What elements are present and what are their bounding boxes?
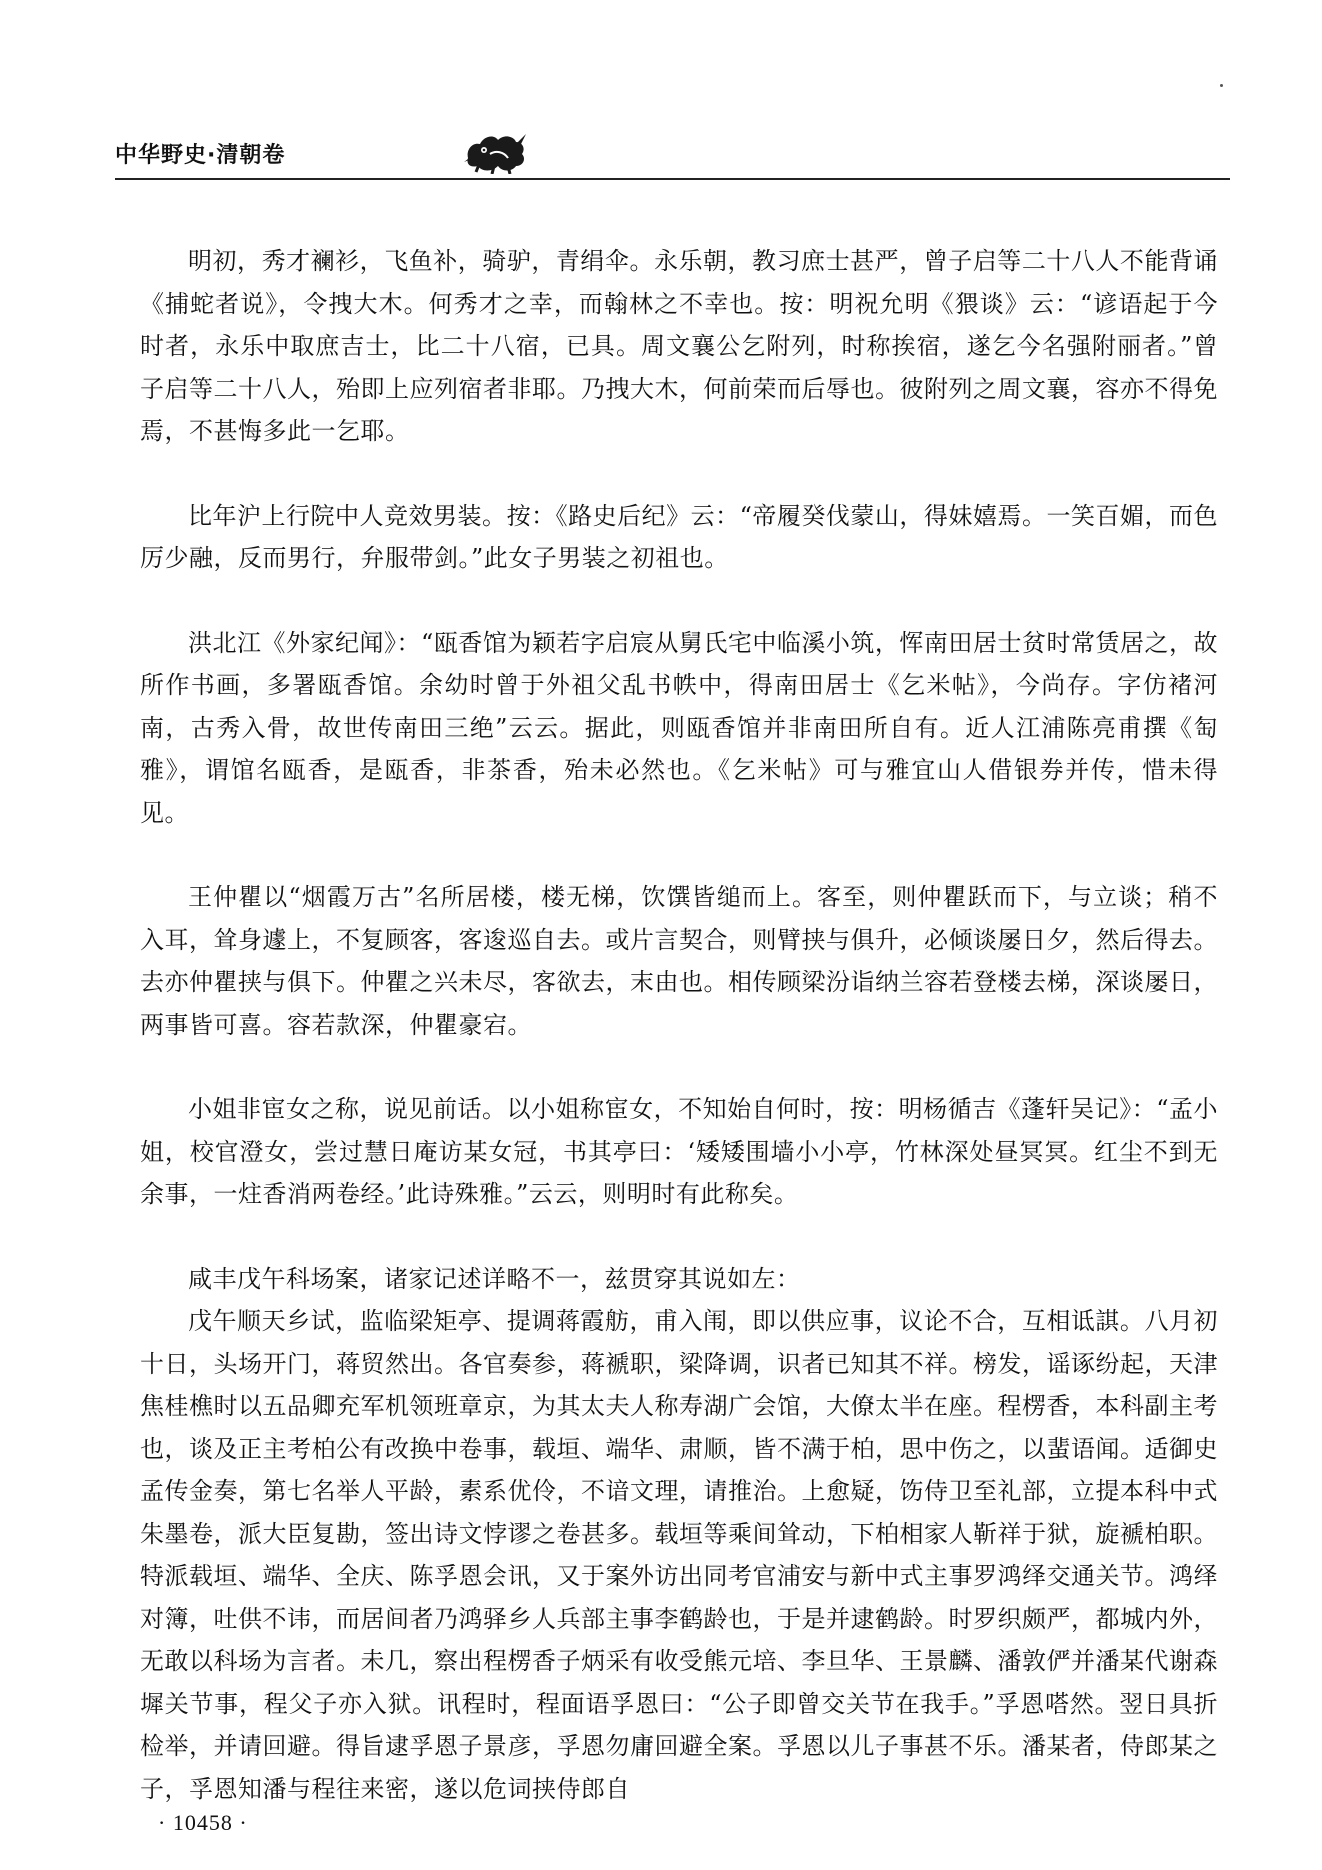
paragraph-ouxiang-guan: 洪北江《外家纪闻》：“瓯香馆为颖若字启宸从舅氏宅中临溪小筑，恽南田居士贫时常赁居之，故所作书画，多署瓯香馆。余幼时曾于外祖父乱书帙中，得南田居士《乞米帖》，今尚存。字仿褚河南，古秀入骨，故世传南田三绝”云云。据此，则瓯香馆并非南田所自有。近人江浦陈亮甫撰《匋雅》，谓馆名瓯香，是瓯香，非茶香，殆未必然也。《乞米帖》可与雅宜山人借银券并传，惜未得见。 [140, 628, 1218, 827]
page-body [140, 240, 1218, 1810]
book-title: 中华野史·清朝卷 [115, 143, 286, 168]
paragraph-wang-zhongqu: 王仲瞿以“烟霞万古”名所居楼，楼无梯，饮馔皆缒而上。客至，则仲瞿跃而下，与立谈；稍不入耳，耸身遽上，不复顾客，客逡巡自去。或片言契合，则臂挟与俱升，必倾谈屡日夕，然后得去。去亦仲瞿挟与俱下。仲瞿之兴未尽，客欲去，末由也。相传顾梁汾诣纳兰容若登楼去梯，深谈屡日，两事皆可喜。容若款深，仲瞿豪宕。 [140, 883, 1218, 1039]
scan-speck [1220, 84, 1223, 87]
paragraph-xiucai: 明初，秀才襕衫，飞鱼补，骑驴，青绢伞。永乐朝，教习庶士甚严，曾子启等二十八人不能背诵《捕蛇者说》，令拽大木。何秀才之幸，而翰林之不幸也。按：明祝允明《猥谈》云：“谚语起于今时者，永乐中取庶吉士，比二十八宿，已具。周文襄公乞附列，时称挨宿，遂乞今名强附丽者。”曾子启等二十八人，殆即上应列宿者非耶。乃拽大木，何前荣而后辱也。彼附列之周文襄，容亦不得免焉，不甚悔多此一乞耶。 [140, 247, 1218, 445]
header-rule [115, 178, 1230, 180]
page-number: · 10458 · [158, 1810, 248, 1835]
paragraph-male-attire: 比年沪上行院中人竞效男装。按：《路史后纪》云：“帝履癸伐蒙山，得妹嬉焉。一笑百媚，而色厉少融，反而男行，弁服带剑。”此女子男装之初祖也。 [140, 501, 1218, 572]
dragon-emblem-icon [460, 128, 530, 174]
running-header [115, 128, 1230, 180]
paragraph-keshang-case: 戊午顺天乡试，监临梁矩亭、提调蒋霞舫，甫入闱，即以供应事，议论不合，互相诋諆。八月初十日，头场开门，蒋贸然出。各官奏参，蒋褫职，梁降调，识者已知其不祥。榜发，谣诼纷起，天津焦桂樵时以五品卿充军机领班章京，为其太夫人称寿湖广会馆，大僚太半在座。程楞香，本科副主考也，谈及正主考柏公有改换中卷事，载垣、端华、肃顺，皆不满于柏，思中伤之，以蜚语闻。适御史孟传金奏，第七名举人平龄，素系优伶，不谙文理，请推治。上愈疑，饬侍卫至礼部，立提本科中式朱墨卷，派大臣复勘，签出诗文悖谬之卷甚多。载垣等乘间耸动，下柏相家人靳祥于狱，旋褫柏职。特派载垣、端华、全庆、陈孚恩会讯，又于案外访出同考官浦安与新中式主事罗鸿绎交通关节。鸿绎对簿，吐供不讳，而居间者乃鸿驿乡人兵部主事李鹤龄也，于是并逮鹤龄。时罗织颇严，都城内外，无敢以科场为言者。未几，察出程楞香子炳采有收受熊元培、李旦华、王景麟、潘敦俨并潘某代谢森墀关节事，程父子亦入狱。讯程时，程面语孚恩曰：“公子即曾交关节在我手。”孚恩嗒然。翌日具折检举，并请回避。得旨逮孚恩子景彦，孚恩勿庸回避全案。孚恩以儿子事甚不乐。潘某者，侍郎某之子，孚恩知潘与程往来密，遂以危词挟侍郎自 [140, 1307, 1218, 1803]
paragraph-xiaojie: 小姐非宦女之称，说见前话。以小姐称宦女，不知始自何时，按：明杨循吉《蓬轩吴记》：“孟小姐，校官澄女，尝过慧日庵访某女冠，书其亭曰：‘矮矮围墙小小亭，竹林深处昼冥冥。红尘不到无余事，一炷香消两卷经。’此诗殊雅。”云云，则明时有此称矣。 [140, 1095, 1218, 1208]
paragraph-keshang-intro: 咸丰戊午科场案，诸家记述详略不一，兹贯穿其说如左： [188, 1264, 801, 1293]
